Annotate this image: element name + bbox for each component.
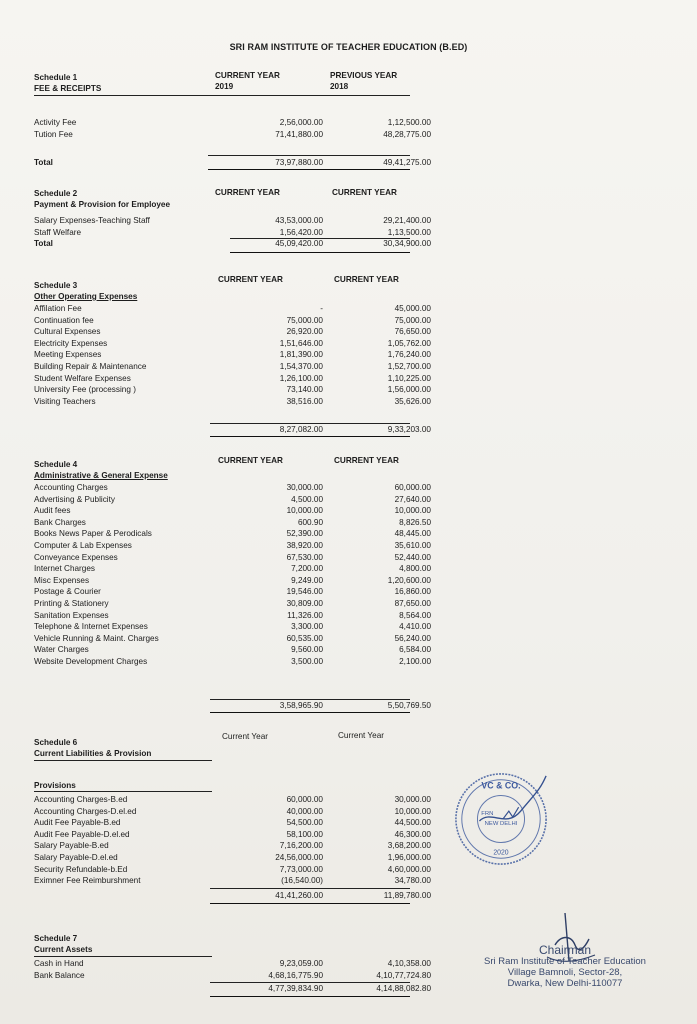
row-current-value: 54,500.00	[286, 818, 323, 828]
chairman-signature-block	[455, 945, 675, 989]
row-previous-value: 60,000.00	[394, 483, 431, 492]
table-row	[34, 621, 431, 633]
row-label: University Fee (processing )	[34, 385, 136, 395]
row-label: Water Charges	[34, 645, 89, 655]
row-label: Cash in Hand	[34, 959, 84, 968]
schedule1-col-previous	[330, 70, 397, 92]
table-row	[34, 396, 431, 408]
schedule2-label: Schedule 2	[34, 189, 78, 198]
row-label: Tution Fee	[34, 129, 73, 139]
schedule1-header-rule	[34, 95, 410, 96]
schedule7-label: Schedule 7	[34, 934, 78, 943]
total-current-value: 4,77,39,834.90	[268, 984, 323, 993]
row-previous-value: 8,564.00	[399, 610, 431, 620]
row-previous-value: 35,610.00	[394, 540, 431, 550]
table-row	[34, 505, 431, 517]
schedule6-col2-label: Current Year	[338, 731, 384, 740]
table-row	[34, 875, 431, 887]
total-row	[34, 157, 431, 169]
table-row	[34, 958, 431, 970]
row-current-value: 4,500.00	[291, 494, 323, 504]
row-previous-value: 48,445.00	[394, 529, 431, 539]
provisions-label: Provisions	[34, 781, 76, 790]
table-row	[34, 656, 431, 668]
row-previous-value: 1,10,225.00	[387, 373, 431, 383]
table-row	[34, 338, 431, 350]
row-previous-value: 1,52,700.00	[387, 361, 431, 371]
row-current-value: 1,54,370.00	[279, 361, 323, 371]
row-label: Audit fees	[34, 506, 71, 516]
row-previous-value: 1,12,500.00	[387, 118, 431, 127]
total-previous-value: 5,50,769.50	[387, 701, 431, 710]
row-previous-value: 46,300.00	[394, 829, 431, 839]
seal-ring-text: VC & CO.	[481, 780, 521, 791]
row-previous-value: 4,800.00	[399, 564, 431, 574]
table-row	[34, 817, 431, 829]
row-current-value: 3,300.00	[291, 622, 323, 632]
row-label: Accounting Charges-D.el.ed	[34, 806, 137, 816]
row-previous-value: 44,500.00	[394, 818, 431, 828]
schedule3-total	[34, 424, 431, 436]
total-previous-value: 30,34,900.00	[383, 239, 431, 249]
row-previous-value: 8,826.50	[399, 517, 431, 527]
schedule1-name: FEE & RECEIPTS	[34, 84, 102, 93]
table-row	[34, 840, 431, 852]
row-label: Salary Expenses-Teaching Staff	[34, 216, 150, 225]
row-label: Postage & Courier	[34, 587, 101, 597]
schedule2-total-top-rule	[230, 238, 410, 239]
schedule7-heading	[34, 933, 414, 955]
total-label: Total	[34, 239, 53, 249]
row-previous-value: 35,626.00	[394, 396, 431, 406]
provisions-rule	[34, 791, 212, 792]
row-current-value: 73,140.00	[286, 385, 323, 395]
row-label: Internet Charges	[34, 564, 95, 574]
row-label: Building Repair & Maintenance	[34, 361, 147, 371]
table-row	[34, 552, 431, 564]
row-previous-value: 48,28,775.00	[383, 129, 431, 139]
document-title: SRI RAM INSTITUTE OF TEACHER EDUCATION (B.ED)	[229, 42, 468, 52]
row-previous-value: 76,650.00	[394, 327, 431, 337]
schedule1-label: Schedule 1	[34, 73, 78, 82]
total-row	[34, 238, 431, 250]
schedule6-rows	[34, 794, 431, 887]
schedule7-name: Current Assets	[34, 945, 93, 954]
schedule2-name: Payment & Provision for Employee	[34, 200, 171, 209]
row-label: Student Welfare Expenses	[34, 373, 131, 383]
total-row	[34, 700, 431, 712]
schedule3-rows	[34, 303, 431, 407]
row-previous-value: 1,56,000.00	[387, 385, 431, 395]
schedule4-total	[34, 700, 431, 712]
schedule4-col2-label: CURRENT YEAR	[334, 456, 399, 465]
row-current-value: 10,000.00	[286, 506, 323, 516]
table-row	[34, 610, 431, 622]
total-current-value: 41,41,260.00	[275, 891, 323, 900]
row-previous-value: 34,780.00	[394, 876, 431, 886]
row-current-value: 7,16,200.00	[279, 841, 323, 851]
row-previous-value: 16,860.00	[394, 587, 431, 597]
table-row	[34, 117, 431, 129]
table-row	[34, 384, 431, 396]
row-label: Conveyance Expenses	[34, 552, 118, 562]
table-row	[34, 361, 431, 373]
row-previous-value: 56,240.00	[394, 633, 431, 643]
table-row	[34, 563, 431, 575]
schedule1-col2-year: 2018	[330, 82, 349, 91]
table-row	[34, 586, 431, 598]
schedule6-total-top-rule	[210, 888, 410, 889]
row-previous-value: 45,000.00	[394, 304, 431, 313]
total-previous-value: 4,14,88,082.80	[376, 984, 431, 993]
row-current-value: 43,53,000.00	[275, 216, 323, 225]
row-current-value: 600.90	[297, 517, 323, 527]
row-label: Telephone & Internet Expenses	[34, 622, 148, 632]
row-current-value: 30,000.00	[286, 483, 323, 492]
table-row	[34, 528, 431, 540]
row-current-value: 60,535.00	[286, 633, 323, 643]
total-row	[34, 983, 431, 995]
schedule2-total-bottom-rule	[230, 252, 410, 253]
row-label: Audit Fee Payable-D.el.ed	[34, 829, 130, 839]
row-previous-value: 29,21,400.00	[383, 216, 431, 225]
schedule1-rows	[34, 117, 431, 140]
row-current-value: 1,81,390.00	[279, 350, 323, 360]
schedule1-total	[34, 157, 431, 169]
row-label: Bank Charges	[34, 517, 86, 527]
table-row	[34, 315, 431, 327]
total-row	[34, 890, 431, 902]
schedule6-header-rule	[34, 760, 212, 761]
table-row	[34, 517, 431, 529]
seal-city-text: NEW DELHI	[484, 820, 518, 827]
table-row	[34, 373, 431, 385]
table-row	[34, 633, 431, 645]
row-label: Website Development Charges	[34, 656, 148, 666]
row-label: Affilation Fee	[34, 304, 82, 313]
row-current-value: 52,390.00	[286, 529, 323, 539]
schedule2-col2-label: CURRENT YEAR	[332, 188, 397, 197]
schedule1-col1-label: CURRENT YEAR	[215, 71, 280, 80]
schedule2-rows	[34, 215, 431, 250]
row-current-value: 7,200.00	[291, 564, 323, 574]
row-previous-value: 3,68,200.00	[387, 841, 431, 851]
table-row	[34, 598, 431, 610]
row-current-value: 30,809.00	[286, 598, 323, 608]
row-label: Security Refundable-b.Ed	[34, 864, 128, 874]
table-row	[34, 794, 431, 806]
total-row	[34, 424, 431, 436]
row-previous-value: 4,410.00	[399, 622, 431, 632]
row-current-value: 26,920.00	[286, 327, 323, 337]
total-previous-value: 49,41,275.00	[383, 158, 431, 167]
schedule4-total-bottom-rule	[210, 712, 410, 713]
row-label: Staff Welfare	[34, 227, 82, 237]
row-label: Salary Payable-B.ed	[34, 841, 109, 851]
row-previous-value: 1,76,240.00	[387, 350, 431, 360]
row-current-value: 24,56,000.00	[275, 852, 323, 862]
table-row	[34, 806, 431, 818]
row-current-value: 1,51,646.00	[279, 338, 323, 348]
total-current-value: 73,97,880.00	[275, 158, 323, 167]
row-current-value: -	[320, 304, 323, 313]
schedule1-total-bottom-rule	[208, 169, 410, 170]
row-current-value: 67,530.00	[286, 552, 323, 562]
row-current-value: 3,500.00	[291, 656, 323, 666]
row-previous-value: 1,96,000.00	[387, 852, 431, 862]
row-current-value: 11,326.00	[287, 610, 323, 620]
row-label: Salary Payable-D.el.ed	[34, 852, 118, 862]
row-label: Books News Paper & Perodicals	[34, 529, 152, 539]
row-current-value: 9,249.00	[291, 575, 323, 585]
schedule7-header-rule	[34, 956, 212, 957]
total-current-value: 8,27,082.00	[279, 425, 323, 434]
row-current-value: 38,516.00	[286, 396, 323, 406]
schedule6-col1-label: Current Year	[222, 732, 268, 741]
table-row	[34, 326, 431, 338]
row-label: Continuation fee	[34, 315, 94, 325]
row-label: Audit Fee Payable-B.ed	[34, 818, 121, 828]
row-current-value: 9,560.00	[291, 645, 323, 655]
schedule7-total	[34, 983, 431, 995]
row-current-value: 7,73,000.00	[279, 864, 323, 874]
seal-center-text: FRN	[481, 811, 494, 818]
schedule6-name: Current Liabilities & Provision	[34, 749, 152, 758]
table-row	[34, 227, 431, 239]
signature-line-institute: Sri Ram Institute of Teacher Education	[484, 956, 646, 967]
schedule4-name: Administrative & General Expense	[34, 471, 168, 480]
row-previous-value: 27,640.00	[394, 494, 431, 504]
table-row	[34, 852, 431, 864]
row-label: Sanitation Expenses	[34, 610, 109, 620]
row-previous-value: 30,000.00	[394, 795, 431, 804]
row-current-value: 58,100.00	[286, 829, 323, 839]
row-previous-value: 4,60,000.00	[387, 864, 431, 874]
auditor-seal-stamp	[452, 770, 550, 868]
row-label: Accounting Charges	[34, 483, 108, 492]
row-current-value: 9,23,059.00	[279, 959, 323, 968]
schedule1-col-current	[215, 70, 280, 92]
schedule3-name: Other Operating Expenses	[34, 292, 138, 301]
row-current-value: 71,41,880.00	[275, 129, 323, 139]
row-previous-value: 1,13,500.00	[387, 227, 431, 237]
row-previous-value: 1,20,600.00	[387, 575, 431, 585]
row-label: Misc Expenses	[34, 575, 90, 585]
schedule7-total-bottom-rule	[210, 996, 410, 997]
signature-line-address: Village Bamnoli, Sector-28,	[507, 967, 623, 978]
row-current-value: 40,000.00	[286, 806, 323, 816]
row-current-value: 60,000.00	[286, 795, 323, 804]
row-previous-value: 6,584.00	[399, 645, 431, 655]
schedule1-col1-year: 2019	[215, 82, 234, 91]
row-label: Visiting Teachers	[34, 396, 96, 406]
table-row	[34, 644, 431, 656]
table-row	[34, 829, 431, 841]
row-label: Printing & Stationery	[34, 598, 109, 608]
total-previous-value: 11,89,780.00	[383, 891, 431, 900]
row-current-value: 19,546.00	[286, 587, 323, 597]
row-previous-value: 1,05,762.00	[387, 338, 431, 348]
row-current-value: 38,920.00	[286, 540, 323, 550]
signature-line-city: Dwarka, New Delhi-110077	[507, 978, 623, 989]
row-previous-value: 10,000.00	[394, 806, 431, 816]
row-label: Accounting Charges-B.ed	[34, 795, 128, 804]
table-row	[34, 970, 431, 982]
row-current-value: 2,56,000.00	[279, 118, 323, 127]
schedule3-label: Schedule 3	[34, 281, 78, 290]
row-previous-value: 2,100.00	[399, 656, 431, 666]
schedule4-col1-label: CURRENT YEAR	[218, 456, 283, 465]
schedule1-col2-label: PREVIOUS YEAR	[330, 71, 398, 80]
table-row	[34, 864, 431, 876]
row-previous-value: 4,10,77,724.80	[376, 970, 431, 980]
chairman-role: Chairman	[538, 943, 592, 957]
row-label: Advertising & Publicity	[34, 494, 115, 504]
table-row	[34, 575, 431, 587]
total-current-value: 3,58,965.90	[279, 701, 323, 710]
total-current-value: 45,09,420.00	[275, 239, 323, 249]
row-label: Cultural Expenses	[34, 327, 101, 337]
schedule6-label: Schedule 6	[34, 738, 78, 747]
total-label: Total	[34, 158, 53, 167]
table-row	[34, 303, 431, 315]
schedule6-total-bottom-rule	[210, 903, 410, 904]
schedule1-total-top-rule	[208, 155, 410, 156]
table-row	[34, 482, 431, 494]
row-label: Computer & Lab Expenses	[34, 540, 132, 550]
row-label: Eximner Fee Reimburshment	[34, 876, 141, 886]
schedule3-total-bottom-rule	[210, 436, 410, 437]
schedule3-col2-label: CURRENT YEAR	[334, 275, 399, 284]
row-current-value: 4,68,16,775.90	[268, 970, 323, 980]
row-label: Vehicle Running & Maint. Charges	[34, 633, 159, 643]
row-previous-value: 4,10,358.00	[387, 959, 431, 968]
row-label: Electricity Expenses	[34, 338, 108, 348]
row-label: Activity Fee	[34, 118, 77, 127]
row-label: Bank Balance	[34, 970, 85, 980]
row-current-value: 1,26,100.00	[279, 373, 323, 383]
row-current-value: 75,000.00	[286, 315, 323, 325]
table-row	[34, 129, 431, 141]
row-label: Meeting Expenses	[34, 350, 102, 360]
row-current-value: 1,56,420.00	[279, 227, 323, 237]
schedule7-rows	[34, 958, 431, 981]
table-row	[34, 540, 431, 552]
total-previous-value: 9,33,203.00	[387, 425, 431, 434]
schedule2-col1-label: CURRENT YEAR	[215, 188, 280, 197]
schedule6-total	[34, 890, 431, 902]
schedule4-rows	[34, 482, 431, 668]
table-row	[34, 215, 431, 227]
row-previous-value: 87,650.00	[394, 598, 431, 608]
row-previous-value: 10,000.00	[394, 506, 431, 516]
row-current-value: (16,540.00)	[281, 876, 323, 886]
schedule3-col1-label: CURRENT YEAR	[218, 275, 283, 284]
schedule4-label: Schedule 4	[34, 460, 78, 469]
table-row	[34, 349, 431, 361]
auditor-signature-flourish	[503, 807, 519, 819]
table-row	[34, 494, 431, 506]
row-previous-value: 52,440.00	[394, 552, 431, 562]
provisions-heading	[34, 780, 414, 791]
row-previous-value: 75,000.00	[394, 315, 431, 325]
seal-year-text: 2020	[493, 849, 509, 857]
